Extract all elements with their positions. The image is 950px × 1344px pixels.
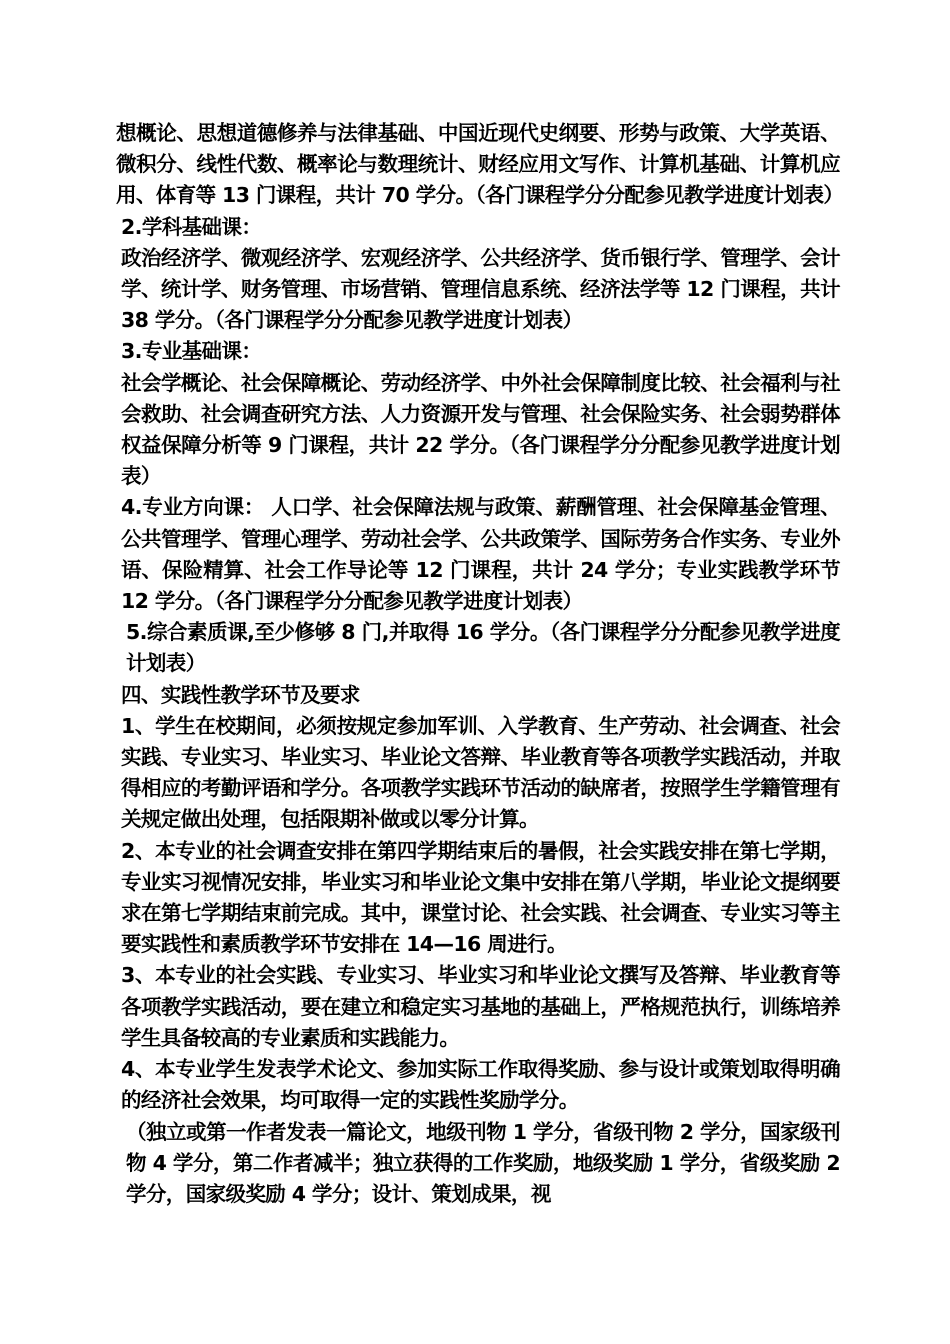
paragraph-major-direction-courses: 4.专业方向课： 人口学、社会保障法规与政策、薪酬管理、社会保障基金管理、公共管理学、管理心理学、劳动社会学、公共政策学、国际劳务合作实务、专业外语、保险精算、社会工作导论等 12 门课程，共计 24 学分；专业实践教学环节 12 学分。（各门课程学分分配参见教学进度计划表）: [121, 495, 840, 614]
paragraph-practice-item-3: 3、本专业的社会实践、专业实习、毕业实习和毕业论文撰写及答辩、毕业教育等各项教学实践活动，要在建立和稳定实习基地的基础上，严格规范执行，训练培养学生具备较高的专业素质和实践能力。: [121, 963, 840, 1050]
heading-major-foundation-courses: 3.专业基础课：: [121, 339, 262, 364]
paragraph-practice-item-2: 2、本专业的社会调查安排在第四学期结束后的暑假，社会实践安排在第七学期，专业实习视情况安排，毕业实习和毕业论文集中安排在第八学期，毕业论文提纲要求在第七学期结束前完成。其中，课堂讨论、社会实践、社会调查、专业实习等主要实践性和素质教学环节安排在 14—16 周进行。: [121, 838, 840, 957]
paragraph-comprehensive-quality-courses: 5.综合素质课,至少修够 8 门,并取得 16 学分。（各门课程学分分配参见教学进度计划表）: [126, 620, 840, 676]
paragraph-practice-item-4: 4、本专业学生发表学术论文、参加实际工作取得奖励、参与设计或策划取得明确的经济社会效果，均可取得一定的实践性奖励学分。: [121, 1057, 840, 1113]
heading-discipline-foundation-courses: 2.学科基础课：: [121, 214, 262, 239]
paragraph-discipline-foundation-courses: 政治经济学、微观经济学、宏观经济学、公共经济学、货币银行学、管理学、会计学、统计学、财务管理、市场营销、管理信息系统、经济法学等 12 门课程，共计 38 学分。（各门课程学分分配参见教学进度计划表）: [121, 245, 840, 333]
document-page: [116, 118, 844, 1210]
paragraph-credit-rules: （独立或第一作者发表一篇论文，地级刊物 1 学分，省级刊物 2 学分，国家级刊物 4 学分，第二作者减半；独立获得的工作奖励，地级奖励 1 学分，省级奖励 2 学分，国家级奖励 4 学分；设计、策划成果，视: [126, 1119, 840, 1206]
paragraph-practice-item-1: 1、学生在校期间，必须按规定参加军训、入学教育、生产劳动、社会调查、社会实践、专业实习、毕业实习、毕业论文答辩、毕业教育等各项教学实践活动，并取得相应的考勤评语和学分。各项教学实践环节活动的缺席者，按照学生学籍管理有关规定做出处理，包括限期补做或以零分计算。: [121, 713, 840, 832]
paragraph-major-foundation-courses: 社会学概论、社会保障概论、劳动经济学、中外社会保障制度比较、社会福利与社会救助、社会调查研究方法、人力资源开发与管理、社会保险实务、社会弱势群体权益保障分析等 9 门课程，共计 22 学分。（各门课程学分分配参见教学进度计划表）: [121, 370, 840, 489]
paragraph-course-list-continued: 想概论、思想道德修养与法律基础、中国近现代史纲要、形势与政策、大学英语、微积分、线性代数、概率论与数理统计、财经应用文写作、计算机基础、计算机应用、体育等 13 门课程，共计 70 学分。（各门课程学分分配参见教学进度计划表）: [116, 121, 844, 208]
section-heading-practice: 四、实践性教学环节及要求: [121, 682, 360, 707]
